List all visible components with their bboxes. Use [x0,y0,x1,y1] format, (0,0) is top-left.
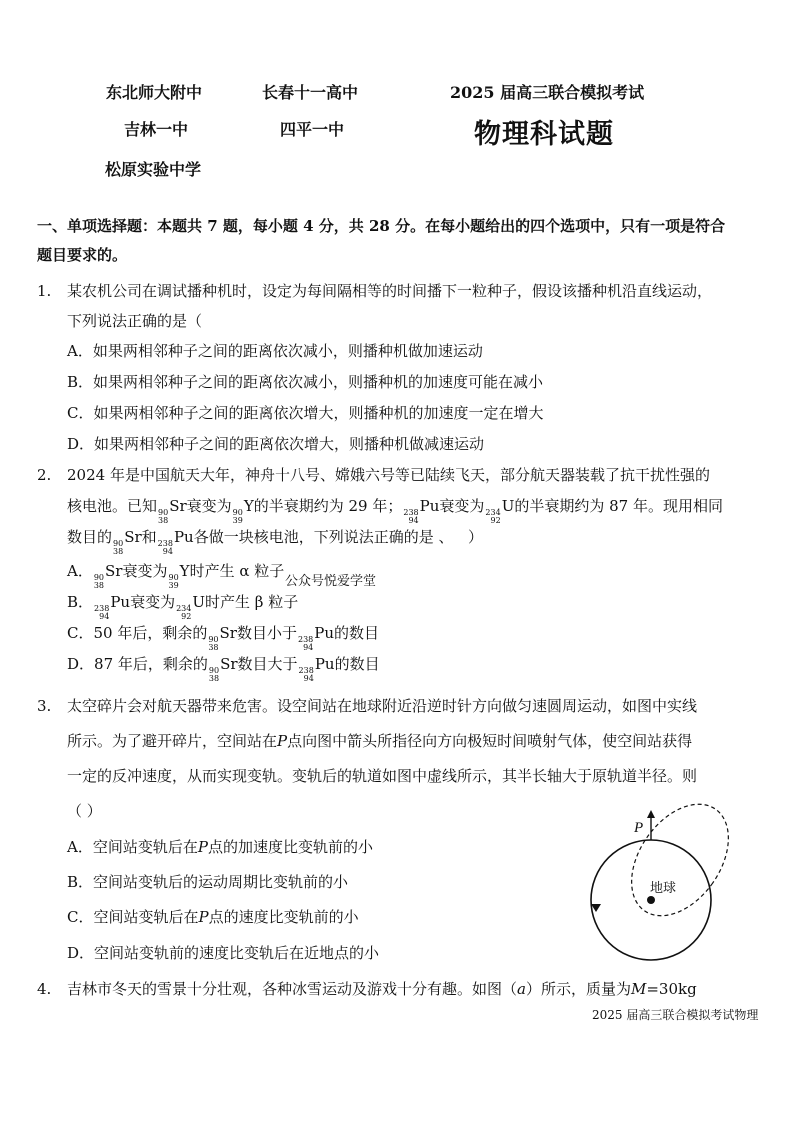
isotope-u: 234 92 [485,508,501,525]
orbit-figure [580,800,740,970]
isotope-sr: 90 38 [113,539,124,556]
q2-option-c[interactable]: C．50 年后，剩余的 90 38 Sr数目小于 238 94 Pu的数目 [67,624,380,652]
isotope-sr: 90 38 [158,508,169,525]
isotope-pu: 238 94 [403,508,419,525]
question-3-stem: 太空碎片会对航天器带来危害。设空间站在地球附近沿逆时针方向做匀速圆周运动，如图中实线 [67,697,698,715]
q1-option-d[interactable]: D．如果两相邻种子之间的距离依次增大，则播种机做减速运动 [67,435,485,453]
isotope-pu: 238 94 [157,539,173,556]
q1-option-c[interactable]: C．如果两相邻种子之间的距离依次增大，则播种机的加速度一定在增大 [67,404,544,422]
question-number: 3. [37,697,52,715]
question-3-stem-line2: 所示。为了避开碎片，空间站在P点向图中箭头所指径向方向极短时间喷射气体，使空间站获得 [67,732,693,750]
school-name: 长春十一高中 [262,83,359,102]
watermark-text: 公众号悦爱学堂 [285,574,377,589]
exam-title: 2025 届高三联合模拟考试 [450,83,645,102]
point-p-label: P [634,820,644,836]
question-4-stem: 吉林市冬天的雪景十分壮观，各种冰雪运动及游戏十分有趣。如图（a）所示，质量为M=30kg [67,980,697,998]
elliptical-orbit [612,800,740,934]
section-heading-cont: 题目要求的。 [37,246,128,264]
question-1-stem-cont: 下列说法正确的是（ [67,312,203,330]
q1-option-a[interactable]: A．如果两相邻种子之间的距离依次减小，则播种机做加速运动 [67,342,483,360]
q3-option-c[interactable]: C．空间站变轨后在P点的速度比变轨前的小 [67,908,359,926]
question-number: 4. [37,980,52,998]
q1-option-b[interactable]: B．如果两相邻种子之间的距离依次减小，则播种机的加速度可能在减小 [67,373,544,391]
q2-option-a[interactable]: A． 90 38 Sr衰变为 90 39 Y时产生 α 粒子 [67,562,285,590]
q3-option-d[interactable]: D．空间站变轨前的速度比变轨后在近地点的小 [67,944,380,962]
question-1-stem: 某农机公司在调试播种机时，设定为每间隔相等的时间播下一粒种子，假设该播种机沿直线运动， [67,282,713,300]
school-name: 吉林一中 [124,120,189,139]
question-2-stem-line3: 数目的 90 38 Sr和 238 94 Pu各做一块核电池，下列说法正确的是 、 ） [67,528,483,556]
page-footer: 2025 届高三联合模拟考试物理 [592,1008,759,1022]
subject-title: 物理科试题 [474,119,614,150]
q2-option-b[interactable]: B． 238 94 Pu衰变为 234 92 U时产生 β 粒子 [67,593,299,621]
question-3-stem-line3: 一定的反冲速度，从而实现变轨。变轨后的轨道如图中虚线所示，其半长轴大于原轨道半径。则 [67,767,698,785]
question-2-stem-line2: 核电池。已知 90 38 Sr衰变为 90 39 Y的半衰期约为 29 年； 238 94 Pu衰变为 234 92 U的半衰期约为 87 年。现用相同 [67,497,723,525]
earth-label: 地球 [650,881,677,896]
q3-option-b[interactable]: B．空间站变轨后的运动周期比变轨前的小 [67,873,349,891]
earth-dot [647,896,655,904]
isotope-y: 90 39 [232,508,243,525]
question-number: 2. [37,466,52,484]
school-name: 四平一中 [280,120,345,139]
arrow-head-icon [647,810,655,818]
school-name: 东北师大附中 [106,83,203,102]
q2-option-d[interactable]: D．87 年后，剩余的 90 38 Sr数目大于 238 94 Pu的数目 [67,655,380,683]
section-heading: 一、单项选择题：本题共 7 题，每小题 4 分，共 28 分。在每小题给出的四个选项中，只有一项是符合 [37,217,726,235]
question-number: 1. [37,282,52,300]
question-2-stem: 2024 年是中国航天大年，神舟十八号、嫦娥六号等已陆续飞天，部分航天器装载了抗干扰性强的 [67,466,710,484]
q3-option-a[interactable]: A．空间站变轨后在P点的加速度比变轨前的小 [67,838,373,856]
question-3-paren: （ ） [67,802,102,820]
school-name: 松原实验中学 [105,160,202,179]
